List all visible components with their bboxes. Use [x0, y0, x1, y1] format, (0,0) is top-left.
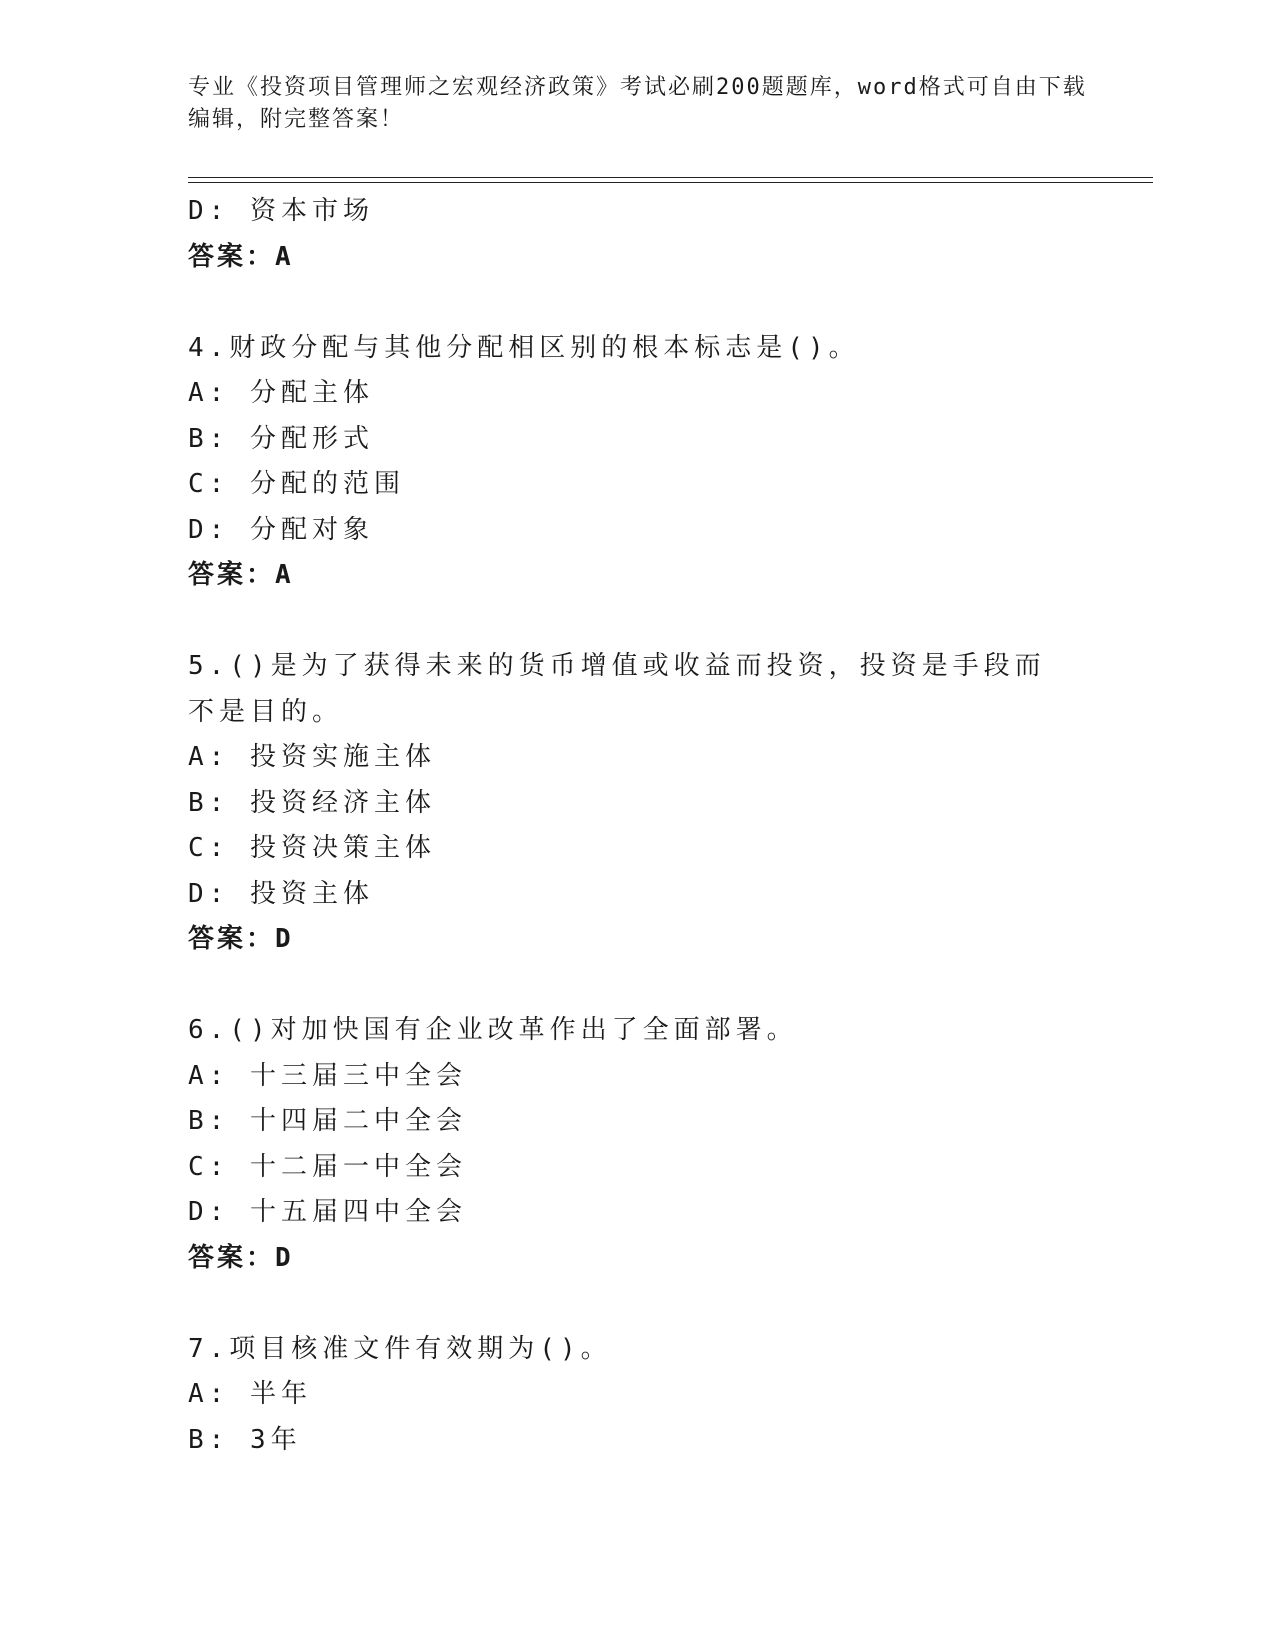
option-d: D: 分配对象: [188, 514, 374, 545]
document-header: 专业《投资项目管理师之宏观经济政策》考试必刷200题题库，word格式可自由下载编辑，附完整答案！: [188, 75, 1087, 132]
option-c: C: 分配的范围: [188, 469, 405, 499]
header-divider-top: [188, 177, 1153, 178]
option-b: B: 3年: [188, 1424, 302, 1455]
option-c: C: 十二届一中全会: [188, 1151, 467, 1182]
question-block-6: [188, 1008, 1088, 1281]
option-d: D: 十五届四中全会: [188, 1197, 467, 1227]
answer-line: 答案：A: [188, 241, 294, 272]
option-a: A: 半年: [188, 1379, 312, 1409]
answer-line: 答案：D: [188, 924, 294, 954]
option-a: A: 十三届三中全会: [188, 1060, 467, 1091]
question-stem: 4.财政分配与其他分配相区别的根本标志是()。: [188, 332, 860, 363]
carryover-question: [188, 189, 1088, 280]
option-a: A: 分配主体: [188, 378, 374, 408]
spacer: [188, 280, 1088, 326]
spacer: [188, 599, 1088, 645]
spacer: [188, 1281, 1088, 1327]
option-b: B: 分配形式: [188, 423, 374, 454]
question-stem: 6.()对加快国有企业改革作出了全面部署。: [188, 1015, 798, 1045]
question-block-5: [188, 644, 1088, 963]
header-divider-bottom: [188, 182, 1153, 183]
answer-line: 答案：A: [188, 560, 294, 590]
option-b: B: 十四届二中全会: [188, 1106, 467, 1136]
spacer: [188, 963, 1088, 1009]
answer-line: 答案：D: [188, 1242, 294, 1273]
option-b: B: 投资经济主体: [188, 787, 436, 818]
question-block-7: [188, 1327, 1088, 1464]
option-d: D: 投资主体: [188, 878, 374, 909]
question-stem: 7.项目核准文件有效期为()。: [188, 1333, 612, 1364]
question-list: [188, 189, 1088, 1463]
option-a: A: 投资实施主体: [188, 742, 436, 772]
question-block-4: [188, 326, 1088, 599]
option-c: C: 投资决策主体: [188, 833, 436, 863]
option-d: D: 资本市场: [188, 196, 374, 226]
question-stem: 5.()是为了获得未来的货币增值或收益而投资，投资是手段而不是目的。: [188, 651, 1046, 727]
